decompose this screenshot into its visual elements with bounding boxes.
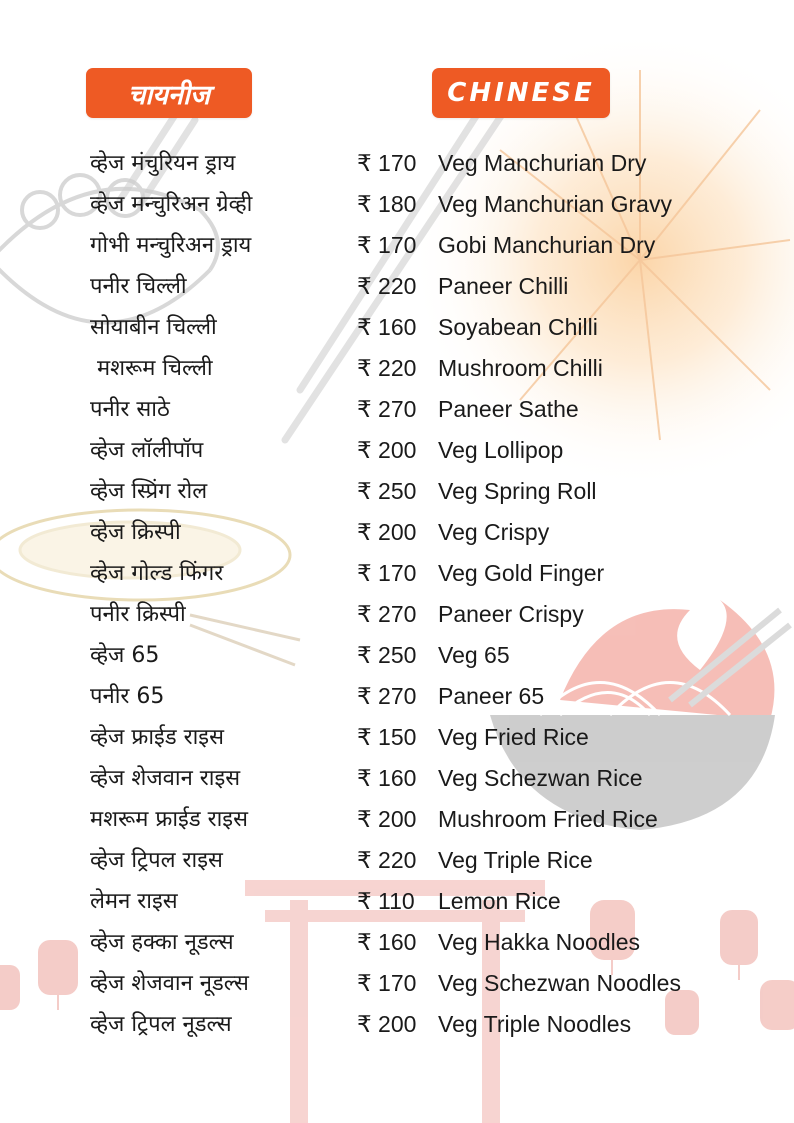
menu-item [0,594,794,635]
item-price: ₹ 200 [357,1011,417,1037]
item-price: ₹ 160 [357,765,417,791]
item-price: ₹ 160 [357,314,417,340]
menu-item [0,184,794,225]
item-name-hindi: व्हेज स्प्रिंग रोल [90,479,208,504]
item-name-hindi: व्हेज फ्राईड राइस [90,725,224,750]
item-name-hindi: पनीर चिल्ली [90,274,187,299]
item-name-hindi: व्हेज मंचुरियन ड्राय [90,151,236,176]
item-name-hindi: पनीर क्रिस्पी [90,602,186,627]
menu-item [0,635,794,676]
item-name-hindi: मशरूम फ्राईड राइस [90,807,248,832]
item-name-english: Paneer Crispy [438,601,584,627]
item-name-english: Gobi Manchurian Dry [438,232,656,258]
item-name-hindi: मशरूम चिल्ली [97,356,213,381]
item-price: ₹ 110 [357,888,415,914]
item-name-hindi: गोभी मन्चुरिअन ड्राय [90,233,252,258]
menu-item [0,553,794,594]
menu-item [0,471,794,512]
item-name-hindi: पनीर साठे [90,397,170,422]
item-name-english: Veg Spring Roll [438,478,597,504]
menu-item [0,389,794,430]
item-price: ₹ 160 [357,929,417,955]
item-name-english: Veg Schezwan Noodles [438,970,681,996]
item-name-english: Mushroom Fried Rice [438,806,658,832]
menu-item [0,881,794,922]
item-price: ₹ 170 [357,560,417,586]
menu-item [0,1004,794,1045]
item-price: ₹ 170 [357,150,417,176]
item-price: ₹ 170 [357,232,417,258]
menu-item [0,758,794,799]
item-name-english: Paneer 65 [438,683,545,709]
menu-item [0,799,794,840]
item-price: ₹ 180 [357,191,417,217]
item-name-english: Paneer Chilli [438,273,569,299]
item-name-english: Veg Triple Noodles [438,1011,632,1037]
item-name-hindi: व्हेज हक्का नूडल्स [90,930,234,955]
item-name-hindi: लेमन राइस [90,889,178,914]
item-price: ₹ 270 [357,683,417,709]
menu-item [0,430,794,471]
item-name-english: Veg Triple Rice [438,847,593,873]
item-price: ₹ 170 [357,970,417,996]
item-price: ₹ 220 [357,355,417,381]
item-name-english: Veg Hakka Noodles [438,929,641,955]
section-title-hindi: चायनीज [86,68,252,118]
item-price: ₹ 270 [357,396,417,422]
item-name-english: Veg 65 [438,642,510,668]
menu-item [0,512,794,553]
item-price: ₹ 200 [357,519,417,545]
section-title-english: CHINESE [432,68,610,118]
menu-item [0,963,794,1004]
item-name-hindi: व्हेज 65 [90,643,160,668]
menu-item [0,840,794,881]
item-price: ₹ 200 [357,806,417,832]
item-name-hindi: व्हेज क्रिस्पी [90,520,181,545]
item-name-english: Veg Gold Finger [438,560,605,586]
item-price: ₹ 270 [357,601,417,627]
item-name-hindi: व्हेज गोल्ड फिंगर [90,561,224,586]
menu-item [0,348,794,389]
menu-list [0,143,794,1045]
item-name-english: Soyabean Chilli [438,314,598,340]
menu-item [0,676,794,717]
item-name-hindi: पनीर 65 [90,684,165,709]
menu-item [0,266,794,307]
menu-item [0,307,794,348]
item-price: ₹ 220 [357,847,417,873]
item-name-hindi: व्हेज लॉलीपॉप [90,438,204,463]
item-name-english: Paneer Sathe [438,396,579,422]
menu-item [0,143,794,184]
item-name-english: Veg Manchurian Gravy [438,191,672,217]
item-name-english: Veg Fried Rice [438,724,589,750]
item-price: ₹ 200 [357,437,417,463]
item-name-english: Veg Manchurian Dry [438,150,647,176]
item-name-hindi: व्हेज शेजवान नूडल्स [90,971,249,996]
item-name-hindi: व्हेज ट्रिपल नूडल्स [90,1012,232,1037]
item-name-english: Mushroom Chilli [438,355,603,381]
item-name-english: Veg Lollipop [438,437,564,463]
item-name-hindi: सोयाबीन चिल्ली [90,315,217,340]
menu-item [0,922,794,963]
item-price: ₹ 250 [357,642,417,668]
item-name-hindi: व्हेज शेजवान राइस [90,766,241,791]
item-name-english: Veg Schezwan Rice [438,765,643,791]
item-name-english: Veg Crispy [438,519,550,545]
item-price: ₹ 220 [357,273,417,299]
item-name-english: Lemon Rice [438,888,561,914]
item-name-hindi: व्हेज ट्रिपल राइस [90,848,223,873]
menu-item [0,717,794,758]
menu-item [0,225,794,266]
item-price: ₹ 250 [357,478,417,504]
item-name-hindi: व्हेज मन्चुरिअन ग्रेव्ही [90,192,253,217]
item-price: ₹ 150 [357,724,417,750]
